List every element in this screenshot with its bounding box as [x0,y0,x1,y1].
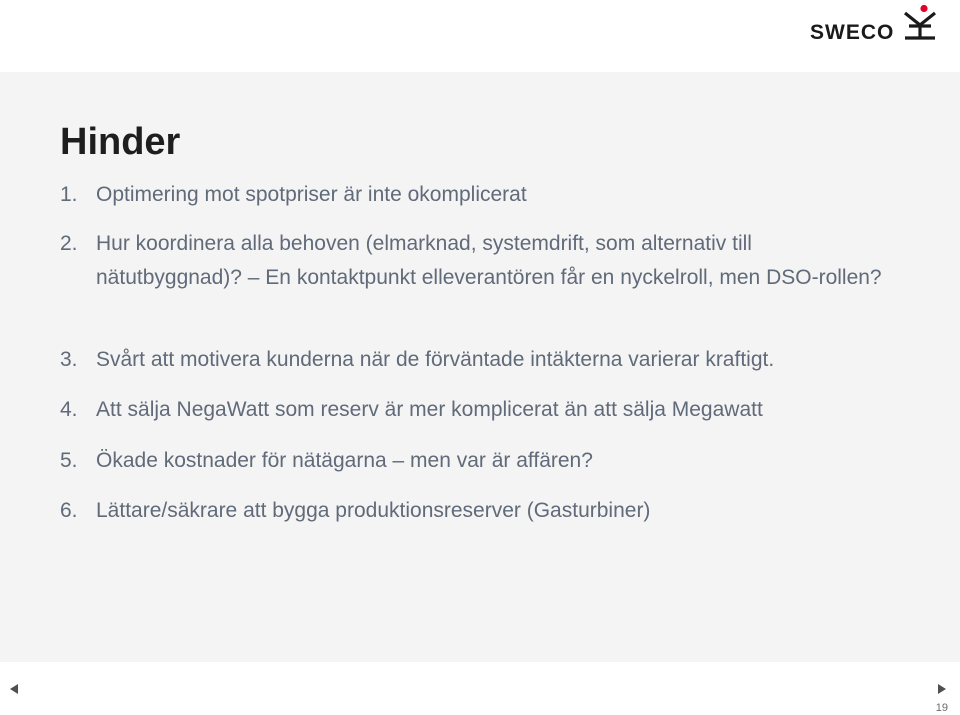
list-item-number: 2. [60,232,78,255]
list-item-number: 4. [60,398,78,421]
list-item-text: Ökade kostnader för nätägarna – men var är affären? [96,449,593,472]
list-item-text: Svårt att motivera kunderna när de förväntade intäkterna varierar kraftigt. [96,348,775,371]
slide-title: Hinder [60,121,181,163]
list-item-number: 5. [60,449,78,472]
list-item-number: 1. [60,183,78,206]
triangle-right-icon[interactable] [936,682,948,696]
list-item-text: Hur koordinera alla behoven (elmarknad, systemdrift, som alternativ till nätutbyggnad)? – En kontaktpunkt elleverantören får en nyckelroll, men DSO-rollen? [96,232,882,289]
list-item-text: Att sälja NegaWatt som reserv är mer komplicerat än att sälja Megawatt [96,398,763,421]
header [0,0,960,72]
footer [0,662,960,715]
list-item-number: 3. [60,348,78,371]
list-item-text: Optimering mot spotpriser är inte okomplicerat [96,183,527,206]
list-item-text: Lättare/säkrare att bygga produktionsreserver (Gasturbiner) [96,499,651,522]
triangle-left-icon[interactable] [8,682,20,696]
sweco-logo [808,4,938,44]
list-item-number: 6. [60,499,78,522]
logo-text: SWECO [810,21,895,44]
sweco-mark-icon [902,4,938,44]
page-number: 19 [935,702,948,714]
